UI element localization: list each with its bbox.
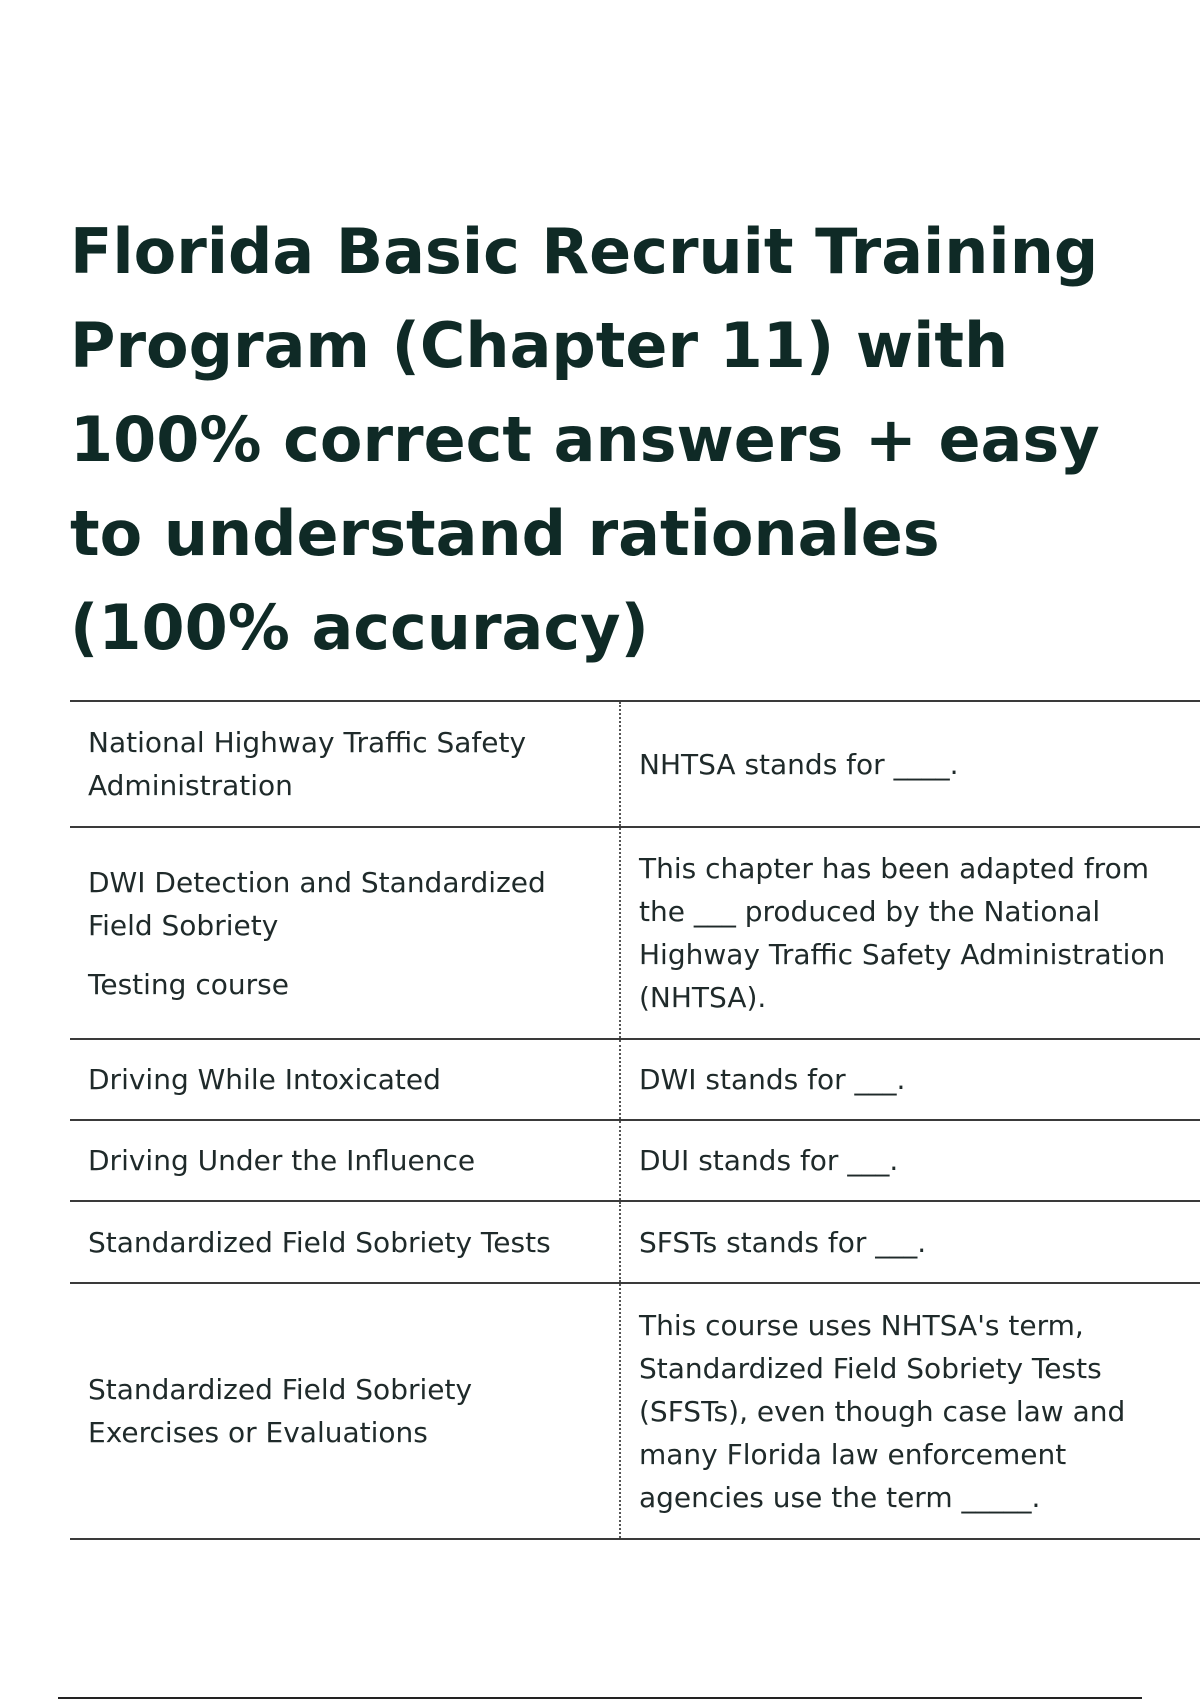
definition-cell	[620, 1039, 1200, 1120]
term-text-continued: Testing course	[88, 967, 289, 1001]
table-row	[70, 1039, 1200, 1120]
definition-cell	[620, 1201, 1200, 1283]
definition-text: DUI stands for ___.	[639, 1144, 899, 1177]
table-row	[70, 827, 1200, 1039]
term-cell	[70, 1120, 620, 1201]
page-title: Florida Basic Recruit Training Program (Chapter 11) with 100% correct answers + easy to understand rationales (100% accuracy)	[70, 215, 1100, 664]
definition-text: NHTSA stands for ____.	[639, 747, 959, 781]
term-text: Driving While Intoxicated	[88, 1063, 441, 1096]
table-row	[70, 1120, 1200, 1201]
term-cell	[70, 827, 620, 1039]
table-row	[70, 701, 1200, 827]
term-text: National Highway Traffic Safety Administration	[88, 726, 527, 802]
footer-divider	[58, 1697, 1142, 1699]
term-text: Standardized Field Sobriety Tests	[88, 1225, 551, 1259]
term-text: Driving Under the Influence	[88, 1144, 476, 1177]
definition-cell	[620, 827, 1200, 1039]
definition-text: This chapter has been adapted from the ___ produced by the National Highway Traffic Safety Administration (NHTSA).	[639, 852, 1166, 1014]
table-row	[70, 1201, 1200, 1283]
term-cell	[70, 701, 620, 827]
definition-text: This course uses NHTSA's term, Standardized Field Sobriety Tests (SFSTs), even though case law and many Florida law enforcement agencies use the term _____.	[639, 1308, 1126, 1514]
definition-text: DWI stands for ___.	[639, 1063, 906, 1096]
definition-cell	[620, 701, 1200, 827]
definition-text: SFSTs stands for ___.	[639, 1225, 927, 1259]
term-cell	[70, 1039, 620, 1120]
term-text: DWI Detection and Standardized Field Sobriety	[88, 865, 546, 942]
table-row	[70, 1283, 1200, 1539]
definition-cell	[620, 1120, 1200, 1201]
definition-cell	[620, 1283, 1200, 1539]
term-cell	[70, 1283, 620, 1539]
term-cell	[70, 1201, 620, 1283]
flashcard-table	[70, 700, 1200, 1540]
term-text: Standardized Field Sobriety Exercises or Evaluations	[88, 1373, 473, 1449]
